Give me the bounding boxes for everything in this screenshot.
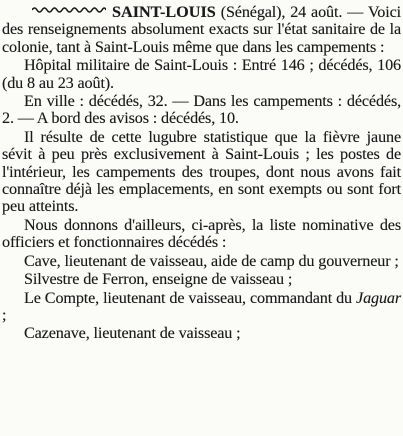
dateline: [2, 3, 363, 21]
officer-entry: [2, 290, 401, 325]
list-intro-paragraph: Nous donnons d'ailleurs, ci-après, la liste nominative des officiers et fonctionnaires décédés :: [2, 215, 401, 252]
town-paragraph: En ville : décédés, 32. — Dans les campements : décédés, 2. — A bord des avisos : décédés, 10.: [2, 92, 401, 128]
wavy-rule-ornament: [32, 5, 106, 14]
hospital-paragraph: Hôpital militaire de Saint-Louis : Entré 146 ; décédés, 106 (du 8 au 23 août).: [2, 56, 401, 92]
ship-name: Jaguar: [356, 288, 401, 307]
officer-entry: Silvestre de Ferron, enseigne de vaisseau ;: [24, 270, 293, 289]
officer-entry: Cazenave, lieutenant de vaisseau ;: [24, 324, 241, 343]
officer-entry-end: ;: [2, 305, 7, 324]
dateline-place: SAINT-LOUIS: [112, 3, 216, 21]
intro-paragraph: [2, 4, 401, 56]
intro-text: Voici des renseignements absolument exacts sur l'état sanitaire de la colonie, tant à Saint-Louis même que dans les campements :: [2, 3, 401, 56]
conclusion-paragraph: Il résulte de cette lugubre statistique que la fièvre jaune sévit à peu près exclusivement à Saint-Louis ; les postes de l'intérieur, les campements des troupes, dont nous avons fait connaître déjà les emplacements, en sont exempts ou sont fort peu atteints.: [2, 127, 401, 216]
article-column: [2, 4, 401, 343]
officer-entry: Cave, lieutenant de vaisseau, aide de camp du gouverneur ;: [24, 251, 399, 270]
dateline-date: (Sénégal), 24 août. —: [220, 3, 364, 21]
officer-entry-text: Le Compte, lieutenant de vaisseau, commandant du: [24, 288, 357, 307]
